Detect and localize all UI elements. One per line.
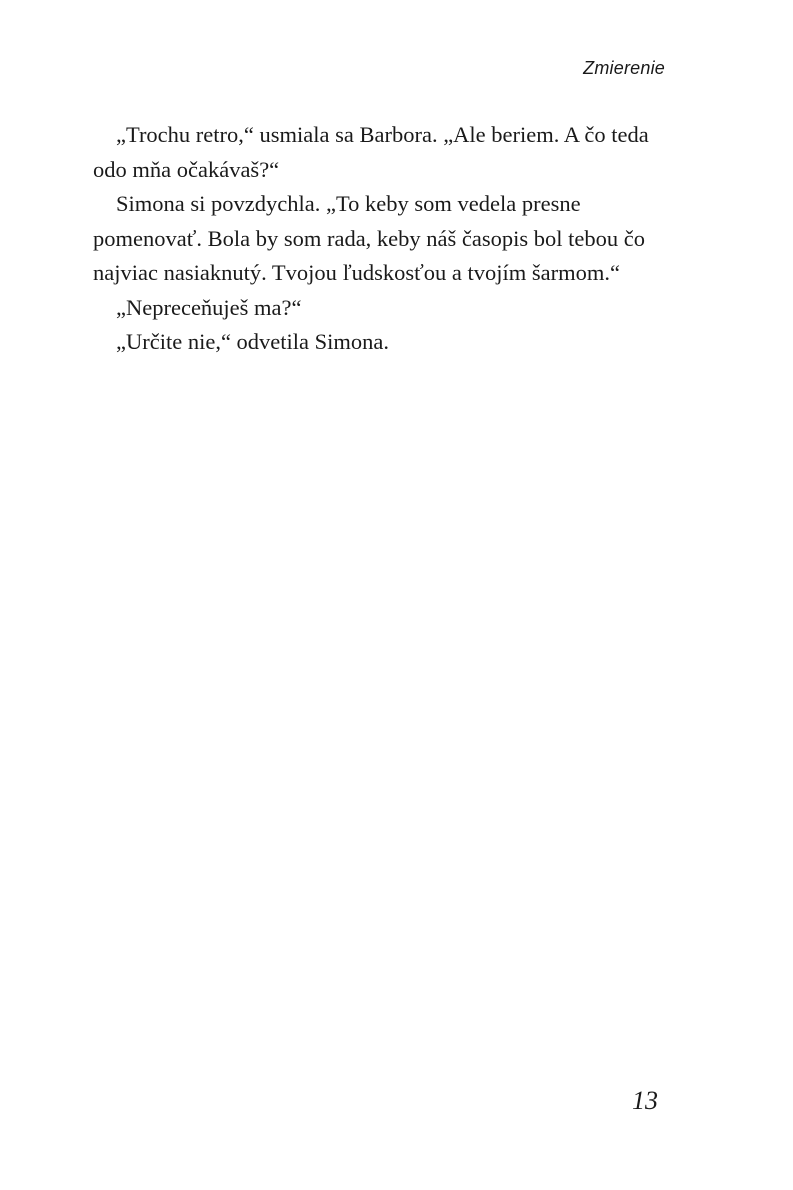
paragraph: „Trochu retro,“ usmiala sa Barbora. „Ale beriem. A čo teda odo mňa očakávaš?“ [93, 122, 649, 182]
paragraph: „Určite nie,“ odvetila Simona. [116, 329, 390, 354]
paragraph: Simona si povzdychla. „To keby som vedela presne pomenovať. Bola by som rada, keby náš časopis bol tebou čo najviac nasiaknutý. Tvojou ľudskosťou a tvojím šarmom.“ [93, 191, 645, 285]
running-head: Zmierenie [583, 58, 665, 78]
page-number: 13 [632, 1086, 658, 1115]
paragraph: „Nepreceňuješ ma?“ [116, 294, 302, 320]
body-text [93, 118, 658, 360]
